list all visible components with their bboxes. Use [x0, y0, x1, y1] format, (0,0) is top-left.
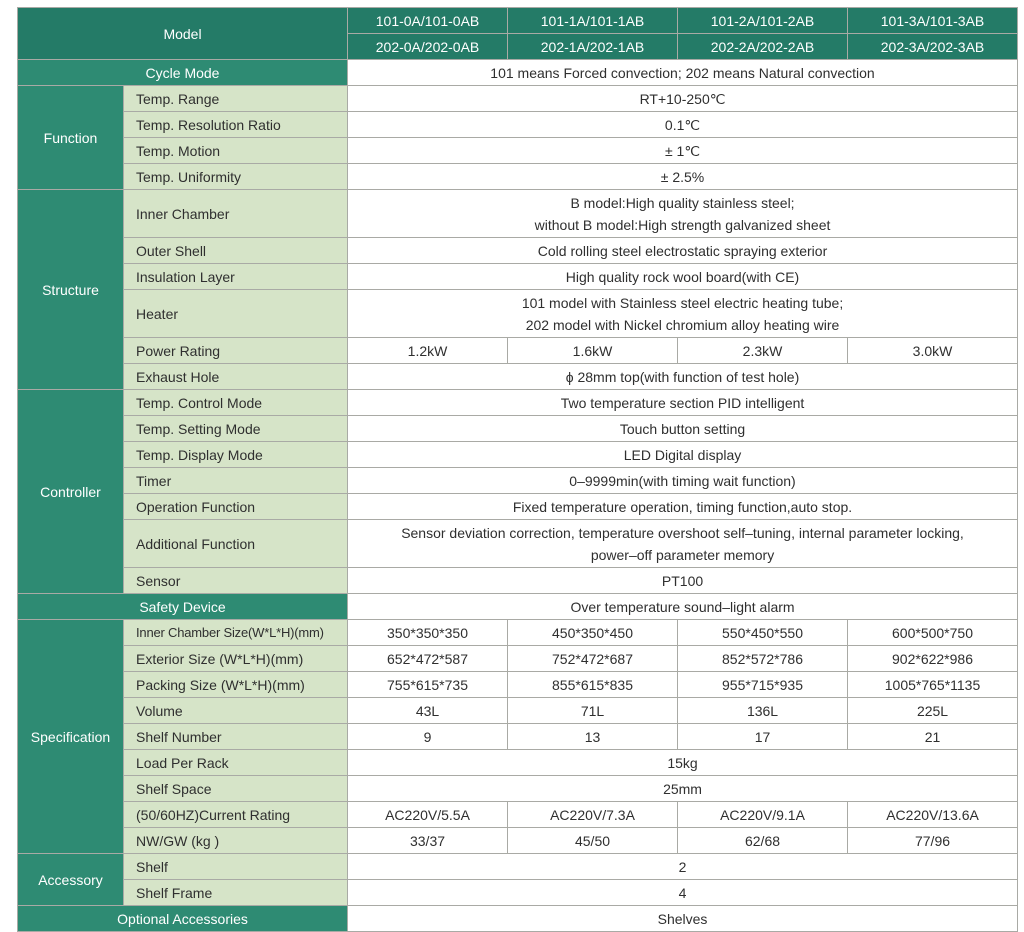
exhaust-hole-value: ϕ 28mm top(with function of test hole) [348, 364, 1018, 390]
temp-range-label: Temp. Range [124, 86, 348, 112]
timer-value: 0–9999min(with timing wait function) [348, 468, 1018, 494]
packing-size-value-1: 855*615*835 [508, 672, 678, 698]
nw-gw-value-3: 77/96 [848, 828, 1018, 854]
volume-label: Volume [124, 698, 348, 724]
model-101-2a: 101-2A/101-2AB [678, 8, 848, 34]
temp-motion-label: Temp. Motion [124, 138, 348, 164]
additional-function-label: Additional Function [124, 520, 348, 568]
model-202-1a: 202-1A/202-1AB [508, 34, 678, 60]
insulation-layer-value: High quality rock wool board(with CE) [348, 264, 1018, 290]
shelf-number-value-1: 13 [508, 724, 678, 750]
inner-chamber-size-value-0: 350*350*350 [348, 620, 508, 646]
load-per-rack-value: 15kg [348, 750, 1018, 776]
nw-gw-value-1: 45/50 [508, 828, 678, 854]
inner-chamber-value [348, 190, 1018, 238]
optional-accessories-value: Shelves [348, 906, 1018, 932]
current-rating-value-2: AC220V/9.1A [678, 802, 848, 828]
structure-section-label: Structure [18, 190, 124, 390]
safety-device-value: Over temperature sound–light alarm [348, 594, 1018, 620]
packing-size-label: Packing Size (W*L*H)(mm) [124, 672, 348, 698]
additional-function-value-line1: Sensor deviation correction, temperature overshoot self–tuning, internal parameter locking, [401, 524, 964, 541]
safety-device-label: Safety Device [18, 594, 348, 620]
insulation-layer-label: Insulation Layer [124, 264, 348, 290]
shelf-label: Shelf [124, 854, 348, 880]
shelf-number-value-2: 17 [678, 724, 848, 750]
spec-table [17, 7, 1018, 932]
power-rating-value-2: 2.3kW [678, 338, 848, 364]
packing-size-value-3: 1005*765*1135 [848, 672, 1018, 698]
power-rating-value-0: 1.2kW [348, 338, 508, 364]
shelf-space-value: 25mm [348, 776, 1018, 802]
heater-value-line2: 202 model with Nickel chromium alloy heating wire [525, 316, 840, 333]
current-rating-label: (50/60HZ)Current Rating [124, 802, 348, 828]
power-rating-label: Power Rating [124, 338, 348, 364]
model-header: Model [18, 8, 348, 60]
outer-shell-value: Cold rolling steel electrostatic spraying exterior [348, 238, 1018, 264]
packing-size-value-0: 755*615*735 [348, 672, 508, 698]
shelf-number-label: Shelf Number [124, 724, 348, 750]
setting-mode-label: Temp. Setting Mode [124, 416, 348, 442]
inner-chamber-value-line1: B model:High quality stainless steel; [570, 194, 795, 211]
model-101-1a: 101-1A/101-1AB [508, 8, 678, 34]
current-rating-value-1: AC220V/7.3A [508, 802, 678, 828]
exhaust-hole-label: Exhaust Hole [124, 364, 348, 390]
exterior-size-value-2: 852*572*786 [678, 646, 848, 672]
temp-resolution-label: Temp. Resolution Ratio [124, 112, 348, 138]
shelf-number-value-3: 21 [848, 724, 1018, 750]
sensor-label: Sensor [124, 568, 348, 594]
function-section-label: Function [18, 86, 124, 190]
operation-function-value: Fixed temperature operation, timing function,auto stop. [348, 494, 1018, 520]
additional-function-value-line2: power–off parameter memory [590, 546, 775, 563]
model-202-2a: 202-2A/202-2AB [678, 34, 848, 60]
inner-chamber-size-value-1: 450*350*450 [508, 620, 678, 646]
temp-motion-value: ± 1℃ [348, 138, 1018, 164]
exterior-size-value-0: 652*472*587 [348, 646, 508, 672]
model-202-3a: 202-3A/202-3AB [848, 34, 1018, 60]
timer-label: Timer [124, 468, 348, 494]
exterior-size-value-3: 902*622*986 [848, 646, 1018, 672]
power-rating-value-1: 1.6kW [508, 338, 678, 364]
shelf-space-label: Shelf Space [124, 776, 348, 802]
temp-uniformity-value: ± 2.5% [348, 164, 1018, 190]
shelf-frame-label: Shelf Frame [124, 880, 348, 906]
sensor-value: PT100 [348, 568, 1018, 594]
inner-chamber-size-value-3: 600*500*750 [848, 620, 1018, 646]
load-per-rack-label: Load Per Rack [124, 750, 348, 776]
volume-value-1: 71L [508, 698, 678, 724]
additional-function-value [348, 520, 1018, 568]
volume-value-2: 136L [678, 698, 848, 724]
accessory-section-label: Accessory [18, 854, 124, 906]
display-mode-label: Temp. Display Mode [124, 442, 348, 468]
heater-value [348, 290, 1018, 338]
display-mode-value: LED Digital display [348, 442, 1018, 468]
cycle-mode-label: Cycle Mode [18, 60, 348, 86]
packing-size-value-2: 955*715*935 [678, 672, 848, 698]
inner-chamber-value-line2: without B model:High strength galvanized sheet [534, 216, 831, 233]
cycle-mode-value: 101 means Forced convection; 202 means Natural convection [348, 60, 1018, 86]
volume-value-0: 43L [348, 698, 508, 724]
temp-uniformity-label: Temp. Uniformity [124, 164, 348, 190]
nw-gw-value-2: 62/68 [678, 828, 848, 854]
inner-chamber-size-label: Inner Chamber Size(W*L*H)(mm) [124, 620, 348, 646]
shelf-value: 2 [348, 854, 1018, 880]
model-101-0a: 101-0A/101-0AB [348, 8, 508, 34]
operation-function-label: Operation Function [124, 494, 348, 520]
control-mode-label: Temp. Control Mode [124, 390, 348, 416]
volume-value-3: 225L [848, 698, 1018, 724]
controller-section-label: Controller [18, 390, 124, 594]
shelf-number-value-0: 9 [348, 724, 508, 750]
inner-chamber-size-value-2: 550*450*550 [678, 620, 848, 646]
nw-gw-label: NW/GW (kg ) [124, 828, 348, 854]
current-rating-value-3: AC220V/13.6A [848, 802, 1018, 828]
temp-range-value: RT+10-250℃ [348, 86, 1018, 112]
heater-label: Heater [124, 290, 348, 338]
temp-resolution-value: 0.1℃ [348, 112, 1018, 138]
setting-mode-value: Touch button setting [348, 416, 1018, 442]
shelf-frame-value: 4 [348, 880, 1018, 906]
outer-shell-label: Outer Shell [124, 238, 348, 264]
exterior-size-label: Exterior Size (W*L*H)(mm) [124, 646, 348, 672]
nw-gw-value-0: 33/37 [348, 828, 508, 854]
model-202-0a: 202-0A/202-0AB [348, 34, 508, 60]
exterior-size-value-1: 752*472*687 [508, 646, 678, 672]
optional-accessories-label: Optional Accessories [18, 906, 348, 932]
inner-chamber-label: Inner Chamber [124, 190, 348, 238]
power-rating-value-3: 3.0kW [848, 338, 1018, 364]
model-101-3a: 101-3A/101-3AB [848, 8, 1018, 34]
heater-value-line1: 101 model with Stainless steel electric heating tube; [521, 294, 844, 311]
current-rating-value-0: AC220V/5.5A [348, 802, 508, 828]
control-mode-value: Two temperature section PID intelligent [348, 390, 1018, 416]
specification-section-label: Specification [18, 620, 124, 854]
